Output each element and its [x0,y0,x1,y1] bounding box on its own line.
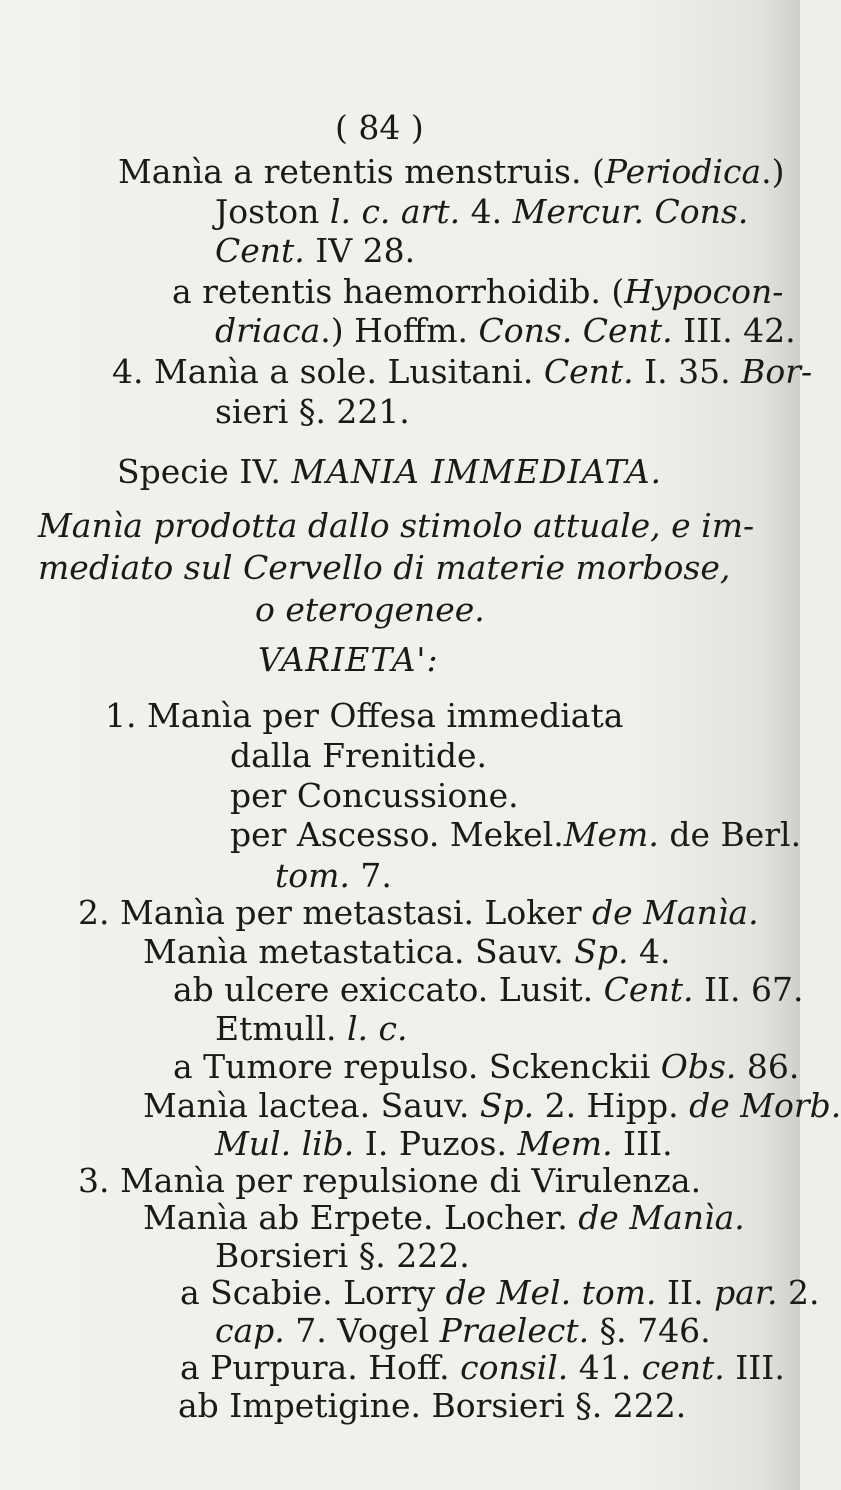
entry-line: Joston l. c. art. 4. Mercur. Cons. [215,192,749,231]
entry-line: sieri §. 221. [215,392,410,431]
page-number: ( 84 ) [335,108,424,147]
subheading: VARIETA': [258,640,439,679]
entry-line: dalla Frenitide. [230,736,488,775]
description-line: mediato sul Cervello di materie morbose, [38,548,731,587]
entry-line: Manìa metastatica. Sauv. Sp. 4. [143,932,671,971]
entry-line: tom. 7. [275,856,392,895]
entry-line: a Tumore repulso. Sckenckii Obs. 86. [173,1047,800,1086]
entry-line: Mul. lib. I. Puzos. Mem. III. [215,1124,673,1163]
entry-line: a Scabie. Lorry de Mel. tom. II. par. 2. [180,1273,820,1312]
entry-line: per Ascesso. Mekel.Mem. de Berl. [230,815,802,854]
entry-line: 1. Manìa per Offesa immediata [105,696,624,735]
description-line: Manìa prodotta dallo stimolo attuale, e im- [38,506,755,545]
entry-line: 4. Manìa a sole. Lusitani. Cent. I. 35. Bor- [112,352,813,391]
description-line: o eterogenee. [255,590,485,629]
entry-line: per Concussione. [230,776,519,815]
section-heading: Specie IV. MANIA IMMEDIATA. [117,452,663,491]
entry-line: Etmull. l. c. [215,1009,408,1048]
entry-line: Manìa a retentis menstruis. (Periodica.) [118,152,785,191]
entry-line: 2. Manìa per metastasi. Loker de Manìa. [78,893,759,932]
entry-line: a retentis haemorrhoidib. (Hypocon- [172,272,784,311]
entry-line: Cent. IV 28. [215,231,416,270]
entry-line: Borsieri §. 222. [215,1236,470,1275]
entry-line: ab Impetigine. Borsieri §. 222. [178,1386,687,1425]
entry-line: ab ulcere exiccato. Lusit. Cent. II. 67. [173,970,804,1009]
entry-line: cap. 7. Vogel Praelect. §. 746. [215,1311,711,1350]
entry-line: Manìa ab Erpete. Locher. de Manìa. [143,1198,745,1237]
entry-line: driaca.) Hoffm. Cons. Cent. III. 42. [215,311,796,350]
entry-line: 3. Manìa per repulsione di Virulenza. [78,1161,702,1200]
entry-line: Manìa lactea. Sauv. Sp. 2. Hipp. de Morb. [143,1086,841,1125]
entry-line: a Purpura. Hoff. consil. 41. cent. III. [180,1348,785,1387]
